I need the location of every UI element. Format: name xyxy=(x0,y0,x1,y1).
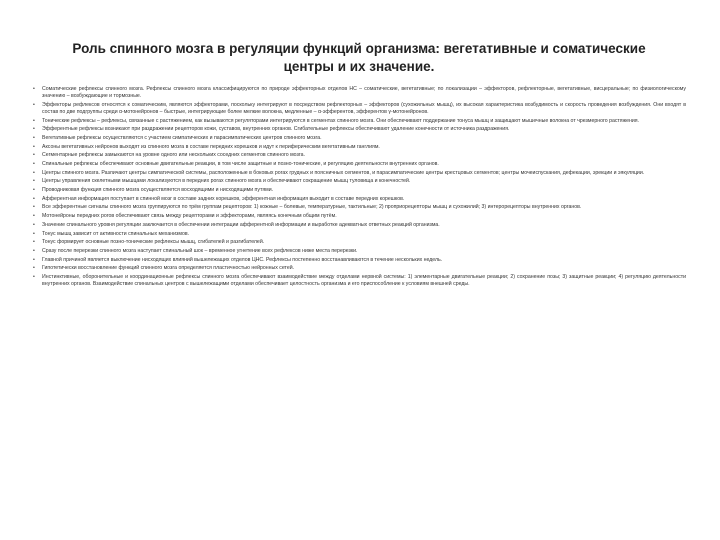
bullet-dot-icon: • xyxy=(33,273,35,280)
bullet-text: Мотонейроны передних рогов обеспечивают связь между рецепторами и эффекторами, являясь конечным общим путём. xyxy=(42,213,337,220)
bullet-text: Инстинктивные, оборонительные и координационные рефлексы спинного мозга обеспечивают взаимодействие между отделами нервной системы: 1) элементарные двигательные реакции; 2) сохранение позы; 3) защитные реакции; 4) регуляцию деятельности внутренних органов. Взаимодействие спинальных центров с вышележащими отделами обеспечивает целостность организма и его приспособление к условиям внешней среды. xyxy=(42,273,686,288)
bullet-item xyxy=(32,161,686,168)
bullet-text: Тонические рефлексы – рефлексы, связанные с растяжением, как вызываются регуляторами интегрируются в сегментах спинного мозга. Они обеспечивают поддержание тонуса мышц и защищают мышечные волокна от чрезмерного растяжения. xyxy=(42,117,639,124)
bullet-dot-icon: • xyxy=(33,117,35,124)
bullet-text: Аксоны вегетативных нейронов выходят из спинного мозга в составе передних корешков и идут к периферическим вегетативным ганглиям. xyxy=(42,143,380,150)
bullet-dot-icon: • xyxy=(33,126,35,133)
bullet-dot-icon: • xyxy=(33,247,35,254)
bullet-text: Проводниковая функция спинного мозга осуществляется восходящими и нисходящими путями. xyxy=(42,187,274,194)
bullet-dot-icon: • xyxy=(33,101,35,108)
bullet-dot-icon: • xyxy=(33,152,35,159)
bullet-item xyxy=(32,239,686,246)
bullet-text: Афферентная информация поступает в спинной мозг в составе задних корешков, эфферентная информация выходит в составе передних корешков. xyxy=(42,195,405,202)
bullet-item xyxy=(32,135,686,142)
bullet-text: Спинальные рефлексы обеспечивают основные двигательные реакции, в том числе защитные и позно-тонические, и регуляцию деятельности внутренних органов. xyxy=(42,161,439,167)
bullet-item xyxy=(32,118,686,125)
bullet-item xyxy=(32,248,686,255)
bullet-text: Все эфферентные сигналы спинного мозга группируются по трём группам рецепторов: 1) кожные – болевые, температурные, тактильные; 2) проприорецепторы мышц и сухожилий; 3) интерорецепторы внутренних органов. xyxy=(42,204,582,211)
bullet-text: Вегетативные рефлексы осуществляются с участием симпатических и парасимпатических центров спинного мозга. xyxy=(42,134,322,141)
bullet-item xyxy=(32,102,686,116)
bullet-text: Центры управления скелетными мышцами локализуются в передних рогах спинного мозга и обеспечивают сокращение мышц туловища и конечностей. xyxy=(42,178,411,185)
bullet-dot-icon: • xyxy=(33,204,35,211)
bullet-text: Сразу после перерезки спинного мозга наступает спинальный шок – временное угнетение всех рефлексов ниже места перерезки. xyxy=(42,247,358,254)
bullet-text: Тонус мышц зависит от активности спинальных механизмов. xyxy=(42,230,190,237)
bullet-dot-icon: • xyxy=(33,221,35,228)
bullet-dot-icon: • xyxy=(33,265,35,272)
bullet-item xyxy=(32,257,686,264)
bullet-dot-icon: • xyxy=(33,187,35,194)
bullet-dot-icon: • xyxy=(33,143,35,150)
bullet-item xyxy=(32,231,686,238)
bullet-dot-icon: • xyxy=(33,86,35,92)
bullet-list xyxy=(32,86,686,288)
bullet-item xyxy=(32,144,686,151)
bullet-text: Соматические рефлексы спинного мозга. Рефлексы спинного мозга классифицируются по природе эффекторных отделов НС – соматические, вегетативные; по локализации – эффекторов, рефлекторные, вегетативные, висцеральные; по физиологическому значению – возбуждающие и тормозные. xyxy=(42,86,686,100)
bullet-dot-icon: • xyxy=(33,230,35,237)
bullet-dot-icon: • xyxy=(33,195,35,202)
bullet-dot-icon: • xyxy=(33,161,35,167)
bullet-dot-icon: • xyxy=(33,134,35,141)
bullet-text: Главной причиной является выключение нисходящих влияний вышележащих отделов ЦНС. Рефлексы постепенно восстанавливаются в течение нескольких недель. xyxy=(42,256,443,263)
bullet-item xyxy=(32,187,686,194)
bullet-text: Центры спинного мозга. Различают центры симпатической системы, расположенные в боковых рогах грудных и поясничных сегментов, и парасимпатические центры крестцовых сегментов; центры мочеиспускания, дефекации, эрекции и эякуляции. xyxy=(42,169,645,176)
bullet-dot-icon: • xyxy=(33,169,35,176)
bullet-item xyxy=(32,274,686,288)
bullet-item xyxy=(32,126,686,133)
bullet-text: Эфферентные рефлексы возникают при раздражении рецепторов кожи, суставов, внутренних органов. Сгибательные рефлексы обеспечивают удаление конечности от источника раздражения. xyxy=(42,126,510,133)
bullet-item xyxy=(32,196,686,203)
bullet-item xyxy=(32,86,686,100)
bullet-item xyxy=(32,265,686,272)
bullet-item xyxy=(32,213,686,220)
bullet-dot-icon: • xyxy=(33,239,35,246)
bullet-item xyxy=(32,170,686,177)
bullet-item xyxy=(32,178,686,185)
bullet-text: Гипотетически восстановление функций спинного мозга определяется пластичностью нейронных сетей. xyxy=(42,265,295,272)
bullet-dot-icon: • xyxy=(33,256,35,263)
bullet-dot-icon: • xyxy=(33,178,35,185)
bullet-item xyxy=(32,204,686,211)
bullet-item xyxy=(32,152,686,159)
slide-title: Роль спинного мозга в регуляции функций организма: вегетативные и соматические центры и их значение. xyxy=(72,41,646,74)
bullet-dot-icon: • xyxy=(33,213,35,220)
bullet-text: Эффекторы рефлексов относятся к соматическим, являются эффекторами, поскольку интегрируют в посредством рефлекторных – эффекторов (сухожильных мышц), их высокая характеристика возбудимость и скорость проведения возбуждения. Они входят в состав по две подгруппы среди α-мотонейронов – быстрые, интегрирующие более мелкие волокна, медленные – α-эфферентов, эфферентов γ-мотонейронов. xyxy=(42,101,686,115)
bullet-text: Тонус формирует основные позно-тонические рефлексы мышц, сгибателей и разгибателей. xyxy=(42,239,265,246)
bullet-item xyxy=(32,222,686,229)
bullet-text: Сегментарные рефлексы замыкаются на уровне одного или нескольких соседних сегментов спинного мозга. xyxy=(42,152,305,159)
bullet-text: Значение спинального уровня регуляции заключается в обеспечении интеграции афферентной информации и выработке адекватных ответных реакций организма. xyxy=(42,221,440,228)
